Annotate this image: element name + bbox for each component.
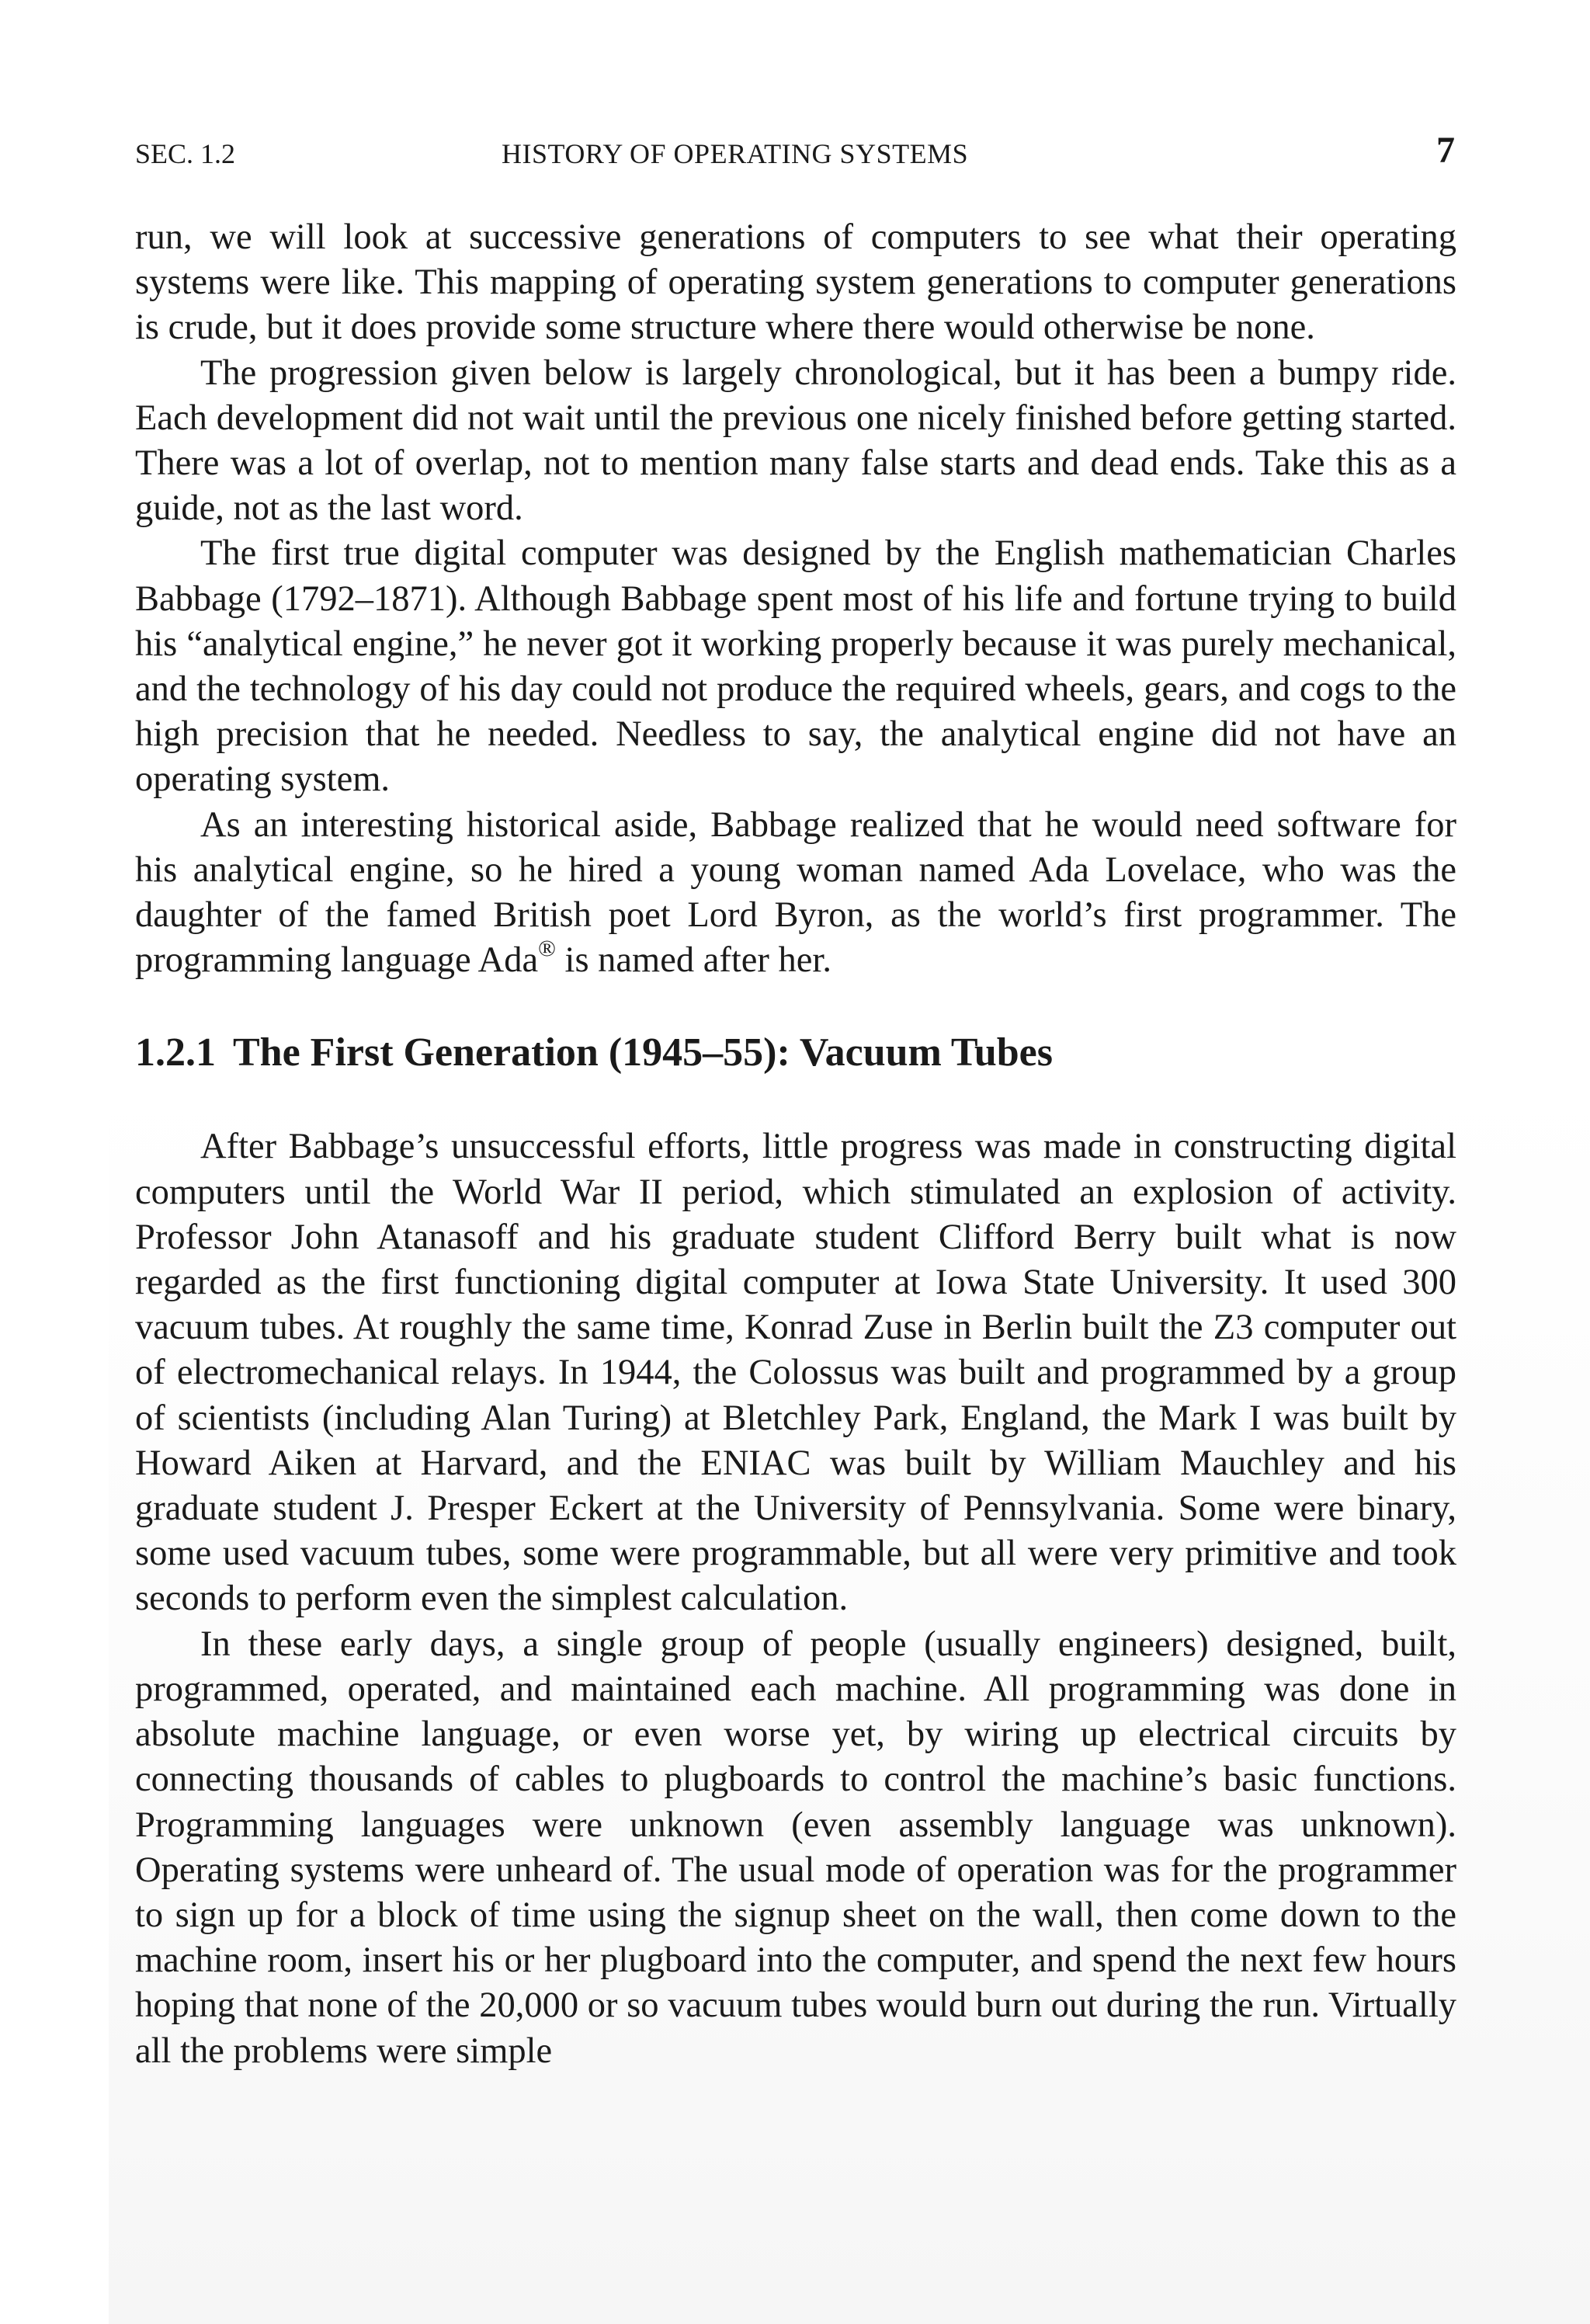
section-reference: SEC. 1.2 — [135, 138, 236, 169]
running-header — [135, 130, 1455, 177]
page-number: 7 — [1436, 130, 1455, 171]
paragraph-progression: The progression given below is largely chronological, but it has been a bumpy ride. Each development did not wait until the previous one nicely finished before getting started. There was a lot of overlap, not to mention many false starts and dead ends. Take this as a guide, not as the last word. — [135, 353, 1456, 529]
body-text — [135, 215, 1456, 2074]
paragraph-ada-lovelace — [135, 803, 1456, 984]
section-title: The First Generation (1945–55): Vacuum Tubes — [233, 1030, 1053, 1075]
ada-text-end: is named after her. — [555, 940, 831, 981]
paragraph-babbage: The first true digital computer was designed by the English mathematician Charles Babbage (1792–1871). Although Babbage spent most of his life and fortune trying to build his “analytical engine,” he never got it working properly because it was purely mechanical, and the technology of his day could not produce the required wheels, gears, and cogs to the high precision that he needed. Needless to say, the analytical engine did not have an operating system. — [135, 533, 1456, 800]
ada-text: As an interesting historical aside, Babbage realized that he would need software for his analytical engine, so he hired a young woman named Ada Lovelace, who was the daughter of the famed British poet Lord Byron, as the world’s first programmer. The programming language Ada — [135, 804, 1456, 981]
paragraph-early-days: In these early days, a single group of people (usually engineers) designed, built, programmed, operated, and maintained each machine. All programming was done in absolute machine language, or even worse yet, by wiring up electrical circuits by connecting thousands of cables to plugboards to control the machine’s basic functions. Programming languages were unknown (even assembly language was unknown). Operating systems were unheard of. The usual mode of operation was for the programmer to sign up for a block of time using the signup sheet on the wall, then come down to the machine room, insert his or her plugboard into the computer, and spend the next few hours hoping that none of the 20,000 or so vacuum tubes would burn out during the run. Virtually all the problems were simple — [135, 1624, 1456, 2071]
paragraph-continuation: run, we will look at successive generations of computers to see what their operating systems were like. This mapping of operating system generations to computer generations is crude, but it does provide some structure where there would otherwise be none. — [135, 217, 1456, 348]
registered-mark: ® — [538, 936, 556, 962]
running-title: HISTORY OF OPERATING SYSTEMS — [502, 138, 969, 169]
section-heading — [135, 1028, 1456, 1078]
section-number: 1.2.1 — [135, 1030, 216, 1075]
paragraph-early-computers: After Babbage’s unsuccessful efforts, little progress was made in constructing digital computers until the World War II period, which stimulated an explosion of activity. Professor John Atanasoff and his graduate student Clifford Berry built what is now regarded as the first functioning digital computer at Iowa State University. It used 300 vacuum tubes. At roughly the same time, Konrad Zuse in Berlin built the Z3 computer out of electromechanical relays. In 1944, the Colossus was built and programmed by a group of scientists (including Alan Turing) at Bletchley Park, England, the Mark I was built by Howard Aiken at Harvard, and the ENIAC was built by William Mauchley and his graduate student J. Presper Eckert at the University of Pennsylvania. Some were binary, some used vacuum tubes, some were programmable, but all were very primitive and took seconds to perform even the simplest calculation. — [135, 1127, 1456, 1619]
